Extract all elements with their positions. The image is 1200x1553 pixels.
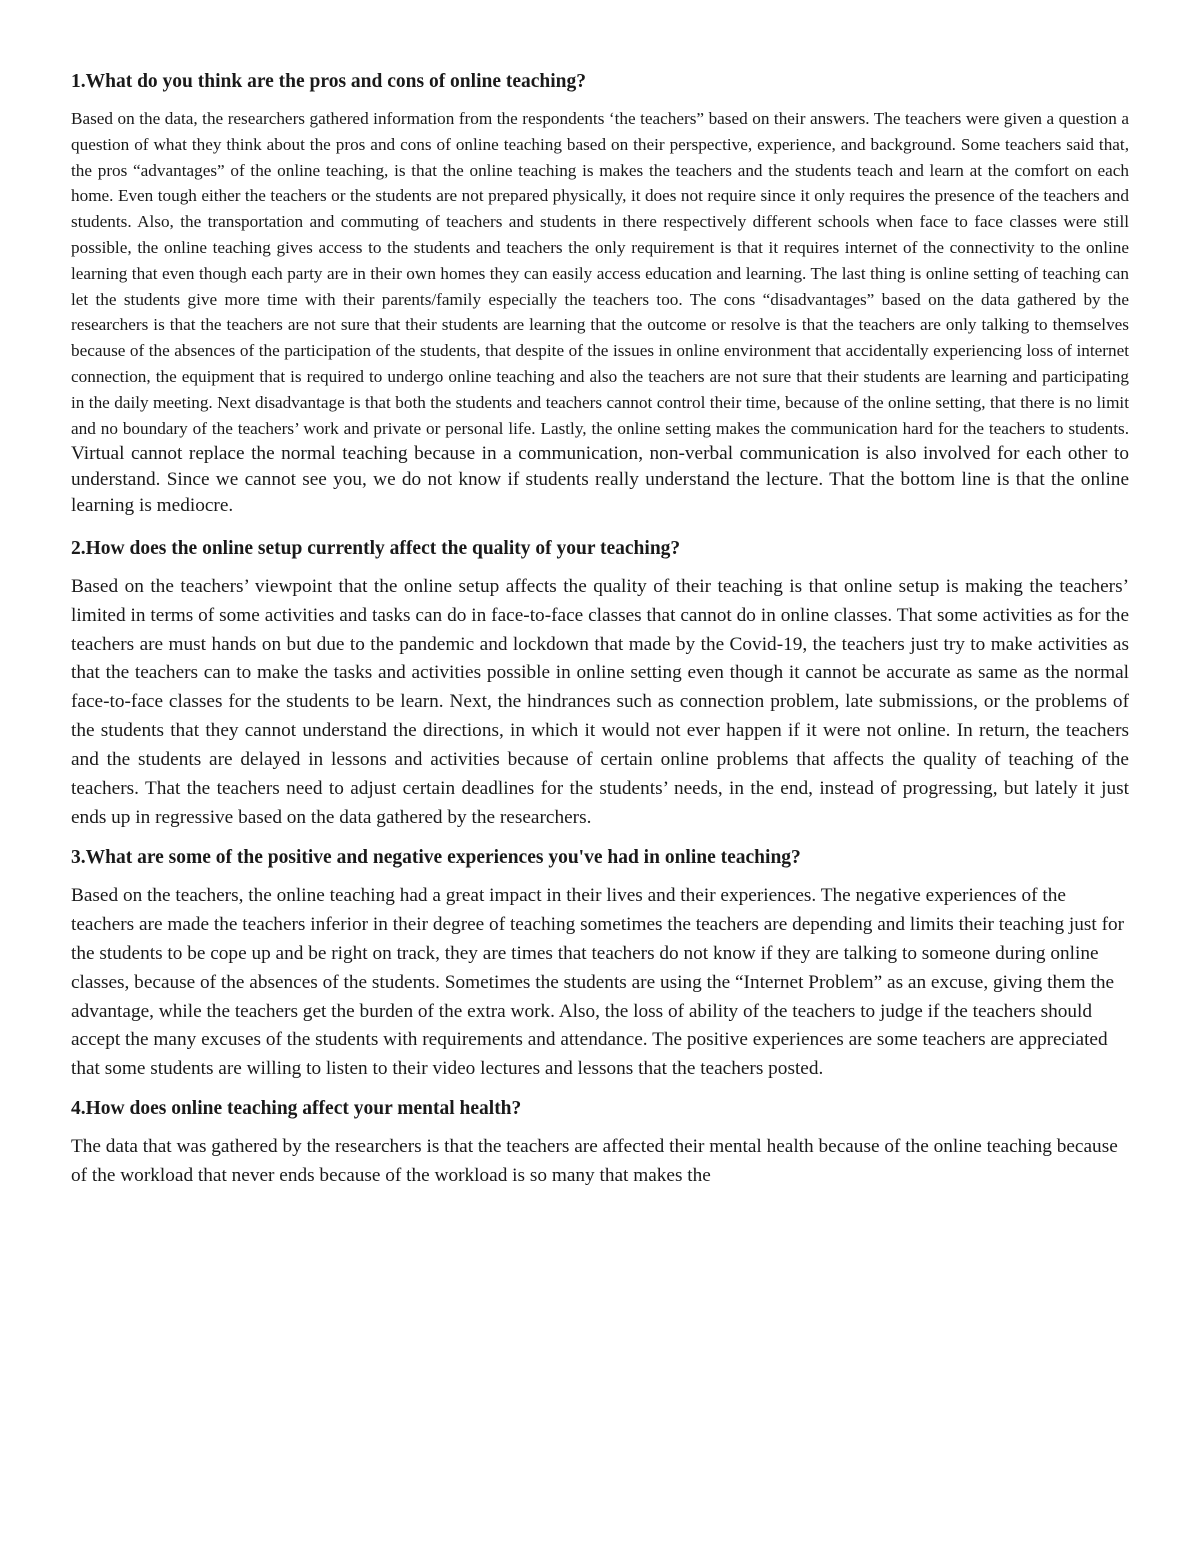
question-4-heading: 4.How does online teaching affect your mental health? xyxy=(71,1098,522,1120)
answer-1-text: Based on the data, the researchers gathered information from the respondents ‘the teachers” based on their answers. The teachers were given a question a question of what they think about the pros and cons of online teaching based on their perspective, experience, and background. Some teachers said that, the pros “advantages” of the online teaching, is that the online teaching is makes the teachers and the students teach and learn at the comfort on each home. Even tough either the teachers or the students are not prepared physically, it does not require since it only requires the presence of the teachers and students. Also, the transportation and commuting of teachers and students in there respectively different schools when face to face classes were still possible, the online teaching gives access to the students and teachers the only requirement is that it requires internet of the connectivity to the online learning that even though each party are in their own homes they can easily access education and learning. The last thing is online setting of teaching can let the students give more time with their parents/family especially the teachers too. The cons “disadvantages” based on the data gathered by the researchers is that the teachers are not sure that their students are learning that the outcome or resolve is that the teachers are only talking to themselves because of the absences of the participation of the students, that despite of the issues in online environment that accidentally experiencing loss of internet connection, the equipment that is required to undergo online teaching and also the teachers are not sure that their students are learning and participating in the daily meeting. Next disadvantage is that both the students and teachers cannot control their time, because of the online setting, that there is no limit and no boundary of the teachers’ work and private or personal life. Lastly, the online setting makes the communication hard for the teachers to students. xyxy=(71,109,1129,438)
question-2-heading: 2.How does the online setup currently affect the quality of your teaching? xyxy=(71,537,681,559)
document-page xyxy=(71,70,1129,1204)
answer-1-paragraph xyxy=(71,106,1129,519)
answer-3-paragraph: Based on the teachers, the online teaching had a great impact in their lives and their experiences. The negative experiences of the teachers are made the teachers inferior in their degree of teaching sometimes the teachers are depending and limits their teaching just for the students to be cope up and be right on track, they are times that teachers do not know if they are talking to someone during online classes, because of the absences of the students. Sometimes the students are using the “Internet Problem” as an excuse, giving them the advantage, while the teachers get the burden of the extra work. Also, the loss of ability of the teachers to judge if the teachers should accept the many excuses of the students with requirements and attendance. The positive experiences are some teachers are appreciated that some students are willing to listen to their video lectures and lessons that the teachers posted. xyxy=(71,884,1125,1080)
question-1-heading: 1.What do you think are the pros and cons of online teaching? xyxy=(71,71,587,92)
question-3-heading: 3.What are some of the positive and negative experiences you've had in online teaching? xyxy=(71,846,801,868)
answer-4-paragraph: The data that was gathered by the researchers is that the teachers are affected their mental health because of the online teaching because of the workload that never ends because of the workload is so many that makes the xyxy=(71,1136,1118,1187)
answer-1-continued-text: Virtual cannot replace the normal teaching because in a communication, non-verbal communication is also involved for each other to understand. Since we cannot see you, we do not know if students really understand the lecture. That the bottom line is that the online learning is mediocre. xyxy=(71,443,1129,516)
answer-2-paragraph: Based on the teachers’ viewpoint that the online setup affects the quality of their teaching is that online setup is making the teachers’ limited in terms of some activities and tasks can do in face-to-face classes that cannot do in online classes. That some activities as for the teachers are must hands on but due to the pandemic and lockdown that made by the Covid-19, the teachers just try to make activities as that the teachers can to make the tasks and activities possible in online setting even though it cannot be accurate as same as the normal face-to-face classes for the students to be learn. Next, the hindrances such as connection problem, late submissions, or the problems of the students that they cannot understand the directions, in which it would not ever happen if it were not online. In return, the teachers and the students are delayed in lessons and activities because of certain online problems that affects the quality of teaching of the teachers. That the teachers need to adjust certain deadlines for the students’ needs, in the end, instead of progressing, but lately it just ends up in regressive based on the data gathered by the researchers. xyxy=(71,575,1129,828)
